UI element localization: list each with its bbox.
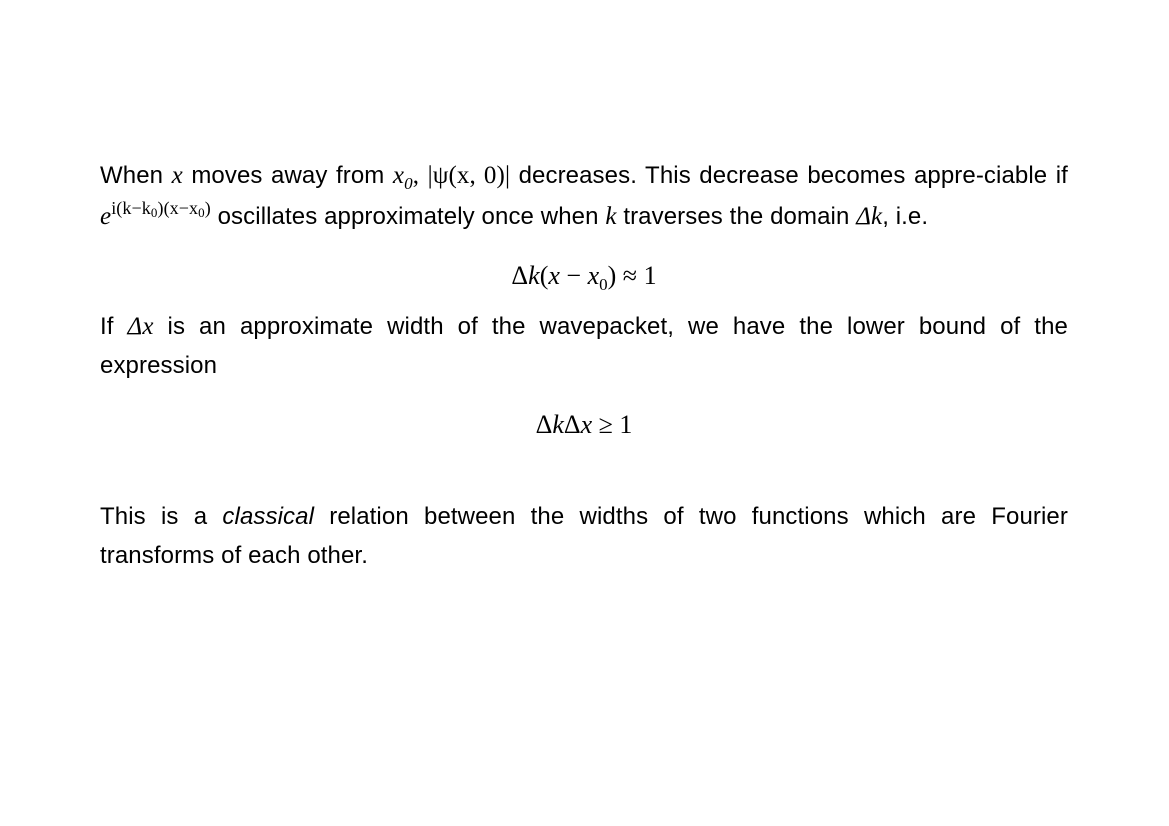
word-if: If: [100, 313, 114, 340]
text-traverses: traverses the domain: [623, 203, 850, 230]
text-oscillates: oscillates approximately once when: [217, 203, 599, 230]
math-x0: $x_0$: [392, 162, 413, 193]
word-when: When: [100, 162, 164, 189]
math-exponential: $e^{i(k-k0)(x-x0)}$: [100, 198, 211, 230]
math-delta-k: Δk: [856, 203, 883, 230]
text-relation: relation between the widths of two functions which are Fourier transforms of each other.: [100, 503, 1068, 569]
text-ie: , i.e.: [882, 203, 929, 230]
text-classical: classical: [222, 503, 315, 530]
math-delta-x: Δx: [127, 313, 154, 340]
math-x: x: [171, 162, 183, 189]
math-comma: ,: [412, 162, 420, 189]
text-this-is-a: This is a: [100, 503, 208, 530]
equation-delta-k-x: $\Delta k(x - x_0) \approx 1$: [511, 261, 657, 294]
document-page: [100, 156, 1068, 575]
equation-uncertainty: ΔkΔx ≥ 1: [535, 410, 633, 439]
paragraph-classical-relation: [100, 497, 1068, 575]
paragraph-wavepacket-decrease: [100, 156, 1068, 236]
text-width: is an approximate width of the wavepacket, we have the lower bound of the expression: [100, 313, 1068, 379]
text-moves-away: moves away from: [191, 162, 385, 189]
text-decreases: decreases. This decrease becomes appre-ciable if: [518, 162, 1068, 189]
math-psi-abs: |ψ(x, 0)|: [427, 162, 511, 189]
paragraph-lower-bound: [100, 307, 1068, 385]
math-k: k: [605, 203, 617, 230]
